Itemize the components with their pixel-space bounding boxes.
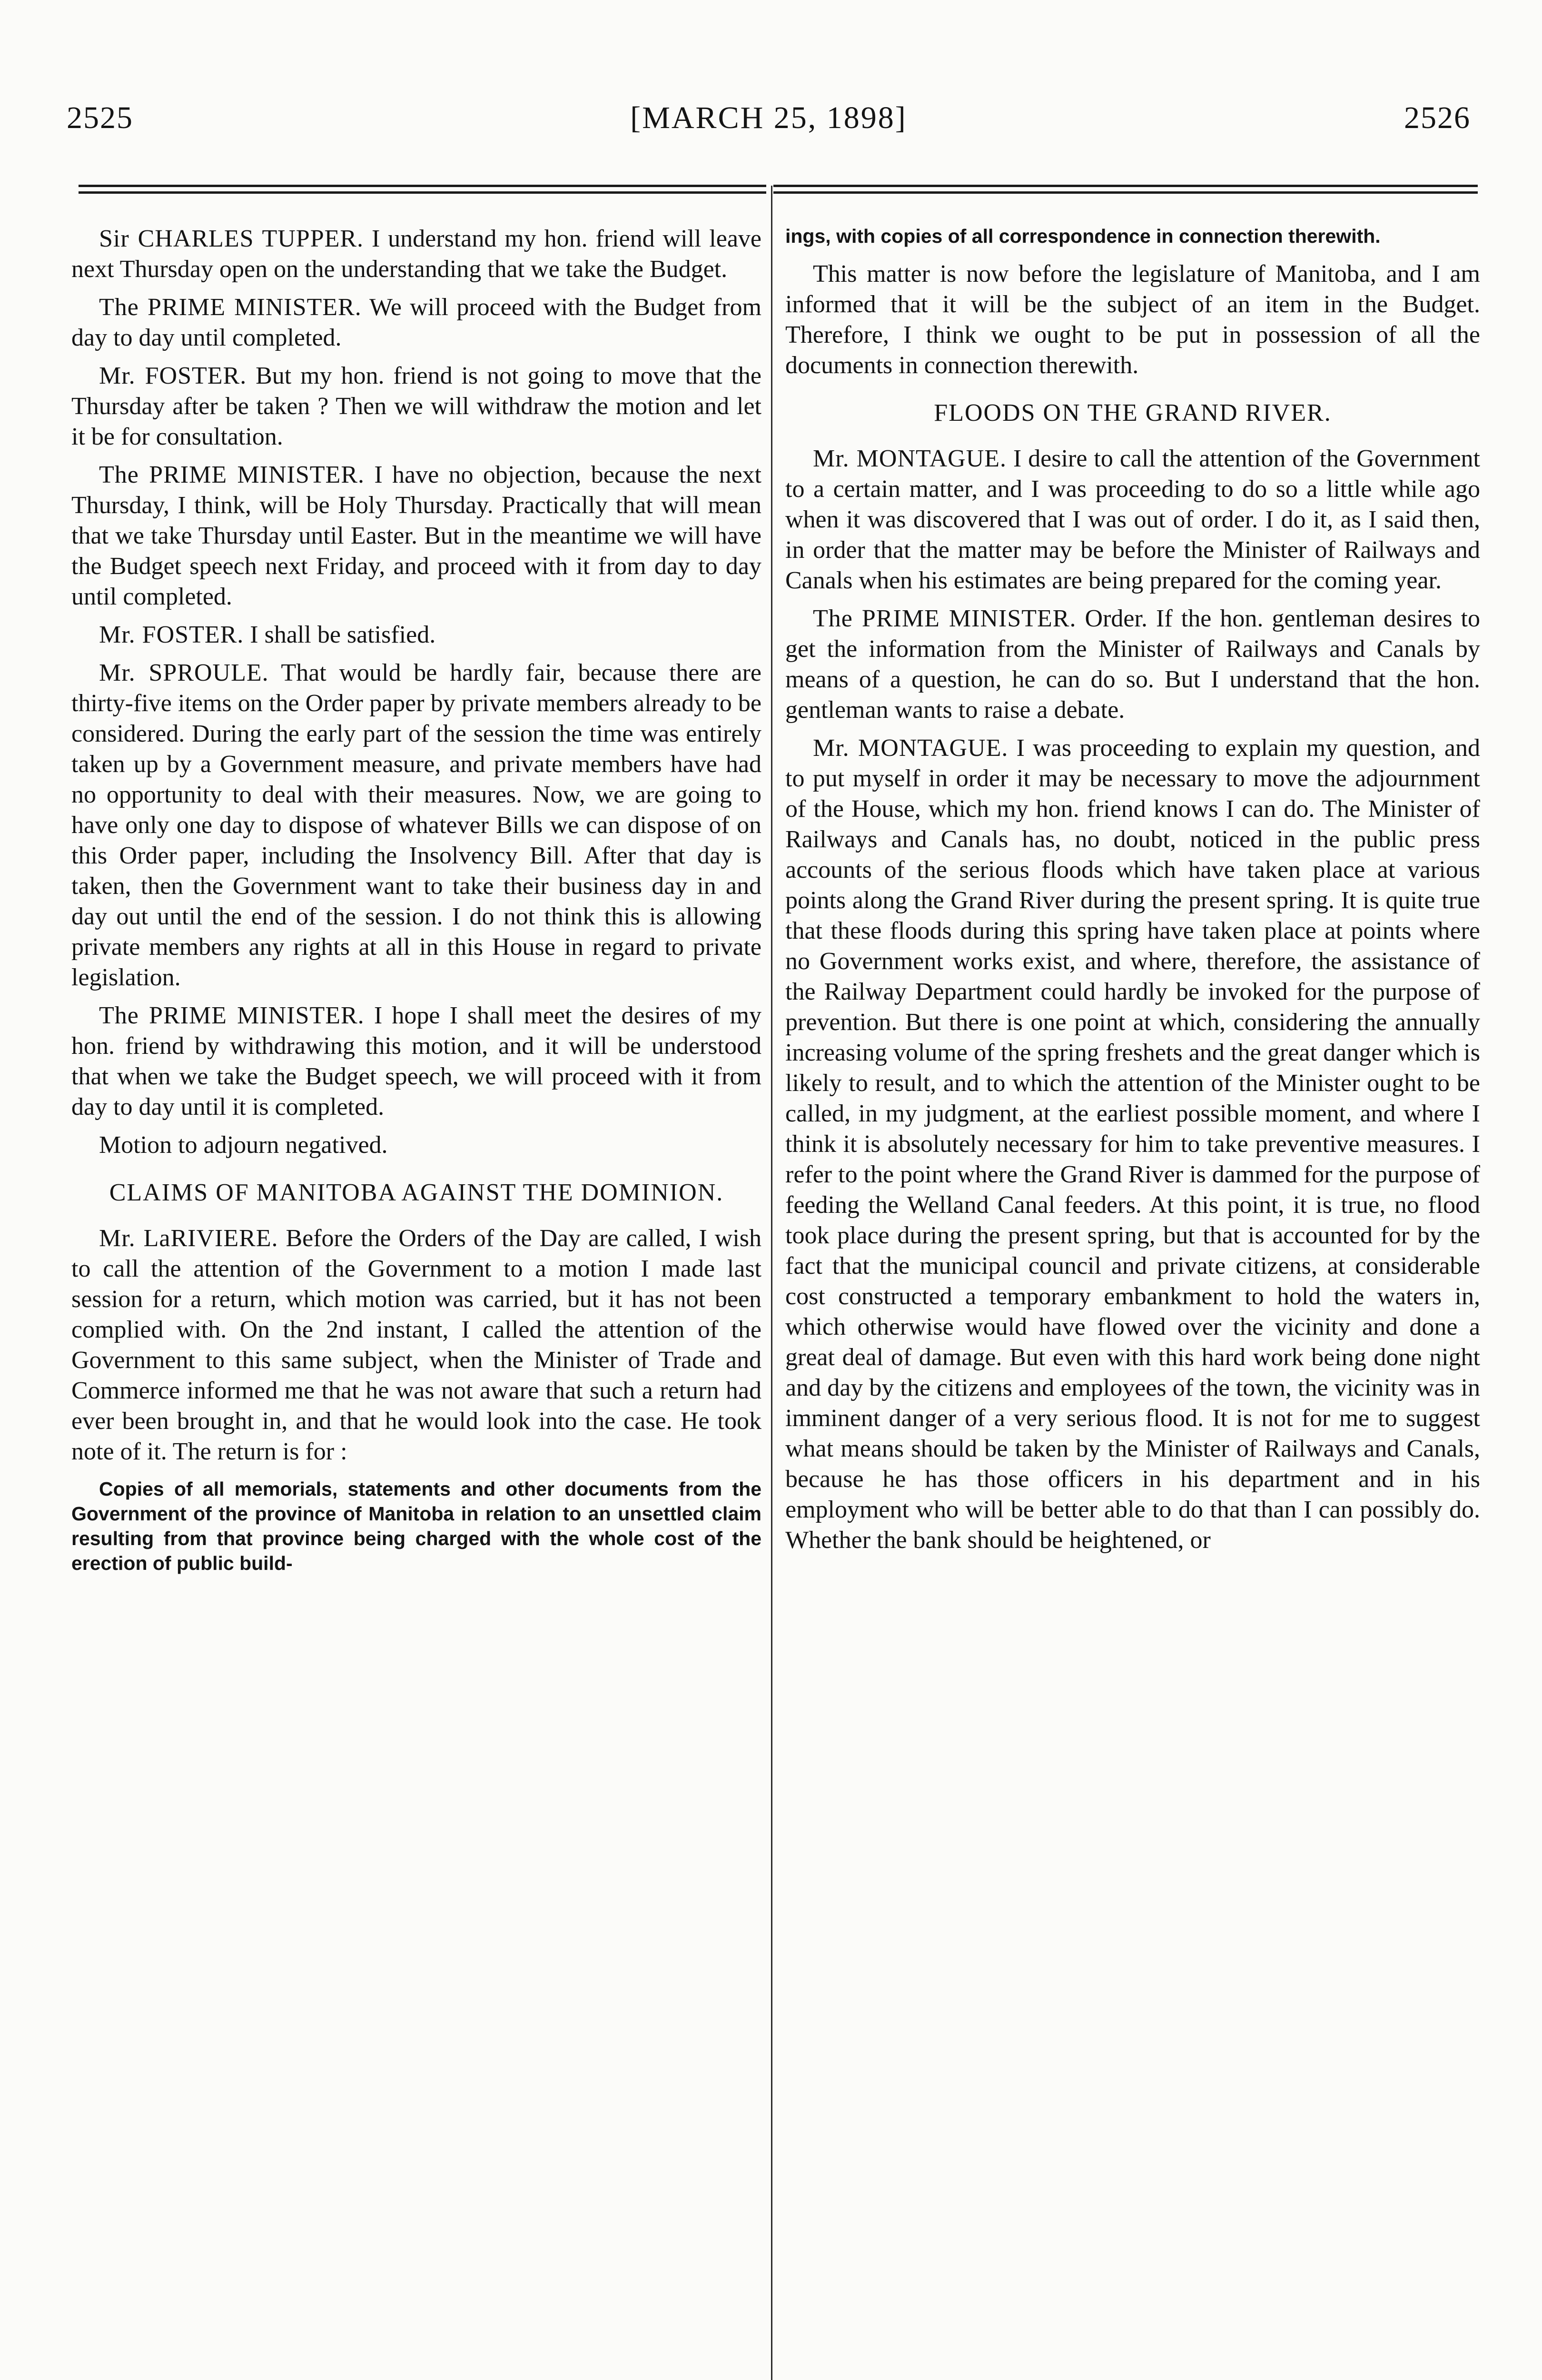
speech-text: I have no objection, because the next Thursday, I think, will be Holy Thursday. Practically that will mean that we take Thursday until Easter. But in the meantime we will have the Budget speech next Friday, and proceed with it from day to day until completed.: [71, 461, 761, 610]
return-motion-quote-continued: ings, with copies of all correspondence in connection therewith.: [785, 225, 1381, 247]
paragraph: [71, 658, 761, 993]
speech-text: I was proceeding to explain my question, and to put myself in order it may be necessary to move the adjournment of the House, which my hon. friend knows I can do. The Minister of Railways and Canals has, no doubt, noticed in the public press accounts of the serious floods which have taken place at various points along the Grand River during the present spring. It is quite true that these floods during this spring have taken place at points where no Government works exist, and where, therefore, the assistance of the Railway Department could hardly be invoked for the purpose of prevention. But there is one point at which, considering the annually increasing volume of the spring freshets and the great danger which is likely to result, and to which the attention of the Minister ought to be called, in my judgment, at the earliest possible moment, and where I think it is absolutely necessary for him to take preventive measures. I refer to the point where the Grand River is dammed for the purpose of feeding the Welland Canal feeders. At this point, it is true, no flood took place during the present spring, but that is accounted for by the fact that the municipal council and private citizens, at considerable cost constructed a temporary embankment to hold the waters in, which otherwise would have flowed over the vicinity and done a great deal of damage. But even with this hard work being done night and day by the citizens and employees of the town, the vicinity was in imminent danger of a very serious flood. It is not for me to suggest what means should be taken by the Minister of Railways and Canals, because he has those officers in his department and in his employment who will be better able to do that than I can possibly do. Whether the bank should be heightened, or: [785, 734, 1480, 1554]
page-header: [67, 100, 1471, 152]
page-date-title: [MARCH 25, 1898]: [630, 100, 907, 135]
speech-text: That would be hardly fair, because there are thirty-five items on the Order paper by private members already to be considered. During the early part of the session the time was entirely taken up by a Government measure, and private members have had no opportunity to deal with their measures. Now, we are going to have only one day to dispose of whatever Bills we can dispose of on this Order paper, including the Insolvency Bill. After that day is taken, then the Government want to take their business day in and day out until the end of the session. I do not think this is allowing private members any rights at all in this House in regard to private legislation.: [71, 659, 762, 991]
speaker-name: The PRIME MINISTER.: [99, 1002, 365, 1029]
speaker-name: Sir CHARLES TUPPER.: [99, 225, 364, 252]
section-heading: FLOODS ON THE GRAND RIVER.: [934, 399, 1332, 426]
speech-text: I understand my hon. friend will leave next Thursday open on the understanding that we take the Budget.: [71, 225, 761, 283]
left-column: [71, 224, 761, 1576]
right-column: [785, 224, 1480, 1563]
return-motion-quote: Copies of all memorials, statements and other documents from the Government of the province of Manitoba in relation to an unsettled claim resulting from that province being charged with the whole cost of the erection of public build-: [71, 1478, 761, 1574]
speaker-name: Mr. LaRIVIERE.: [99, 1225, 278, 1252]
speech-text: We will proceed with the Budget from day to day until completed.: [71, 294, 761, 351]
speaker-name: Mr. MONTAGUE.: [813, 734, 1008, 762]
speech-text: But my hon. friend is not going to move that the Thursday after be taken ? Then we will withdraw the motion and let it be for consultation.: [71, 362, 761, 450]
page-number-right: 2526: [1404, 100, 1471, 135]
header-rule: [79, 185, 766, 187]
speaker-name: Mr. MONTAGUE.: [813, 445, 1007, 472]
paragraph: [785, 444, 1480, 596]
speech-text: Order. If the hon. gentleman desires to get the information from the Minister of Railways and Canals by means of a question, he can do so. But I understand that the hon. gentleman wants to raise a debate.: [785, 605, 1481, 724]
paragraph: [71, 224, 761, 285]
speaker-name: The PRIME MINISTER.: [99, 294, 362, 321]
section-heading: CLAIMS OF MANITOBA AGAINST THE DOMINION.: [109, 1179, 724, 1206]
paragraph: [71, 1223, 761, 1467]
speech-text: I shall be satisfied.: [244, 621, 436, 648]
speech-text: I hope I shall meet the desires of my hon. friend by withdrawing this motion, and it will be understood that when we take the Budget speech, we will proceed with it from day to day until it is completed.: [71, 1002, 761, 1121]
paragraph: [71, 460, 761, 612]
speaker-name: Mr. FOSTER.: [99, 362, 247, 389]
paragraph: [785, 733, 1480, 1556]
paragraph: [71, 361, 761, 452]
header-rule: [773, 191, 1478, 194]
speaker-name: The PRIME MINISTER.: [813, 605, 1077, 632]
paragraph: [71, 1001, 761, 1122]
header-rule: [773, 185, 1478, 187]
speaker-name: The PRIME MINISTER.: [99, 461, 365, 488]
motion-result: Motion to adjourn negatived.: [99, 1131, 388, 1159]
column-divider: [771, 186, 772, 2380]
header-rule: [79, 191, 766, 194]
speaker-name: Mr. FOSTER.: [99, 621, 244, 648]
paragraph: [71, 292, 761, 353]
paragraph: [785, 604, 1480, 725]
paragraph: This matter is now before the legislature of Manitoba, and I am informed that it will be the subject of an item in the Budget. Therefore, I think we ought to be put in possession of all the documents in connection therewith.: [785, 260, 1480, 379]
page-number-left: 2525: [67, 100, 133, 135]
speech-text: Before the Orders of the Day are called, I wish to call the attention of the Government to a motion I made last session for a return, which motion was carried, but it has not been complied with. On the 2nd instant, I called the attention of the Government to this same subject, when the Minister of Trade and Commerce informed me that he was not aware that such a return had ever been brought in, and that he would look into the case. He took note of it. The return is for :: [71, 1225, 761, 1465]
speech-text: I desire to call the attention of the Government to a certain matter, and I was proceeding to do so a little while ago when it was discovered that I was out of order. I do it, as I said then, in order that the matter may be before the Minister of Railways and Canals when his estimates are being prepared for the coming year.: [785, 445, 1481, 594]
paragraph: [71, 620, 761, 650]
speaker-name: Mr. SPROULE.: [99, 659, 269, 686]
